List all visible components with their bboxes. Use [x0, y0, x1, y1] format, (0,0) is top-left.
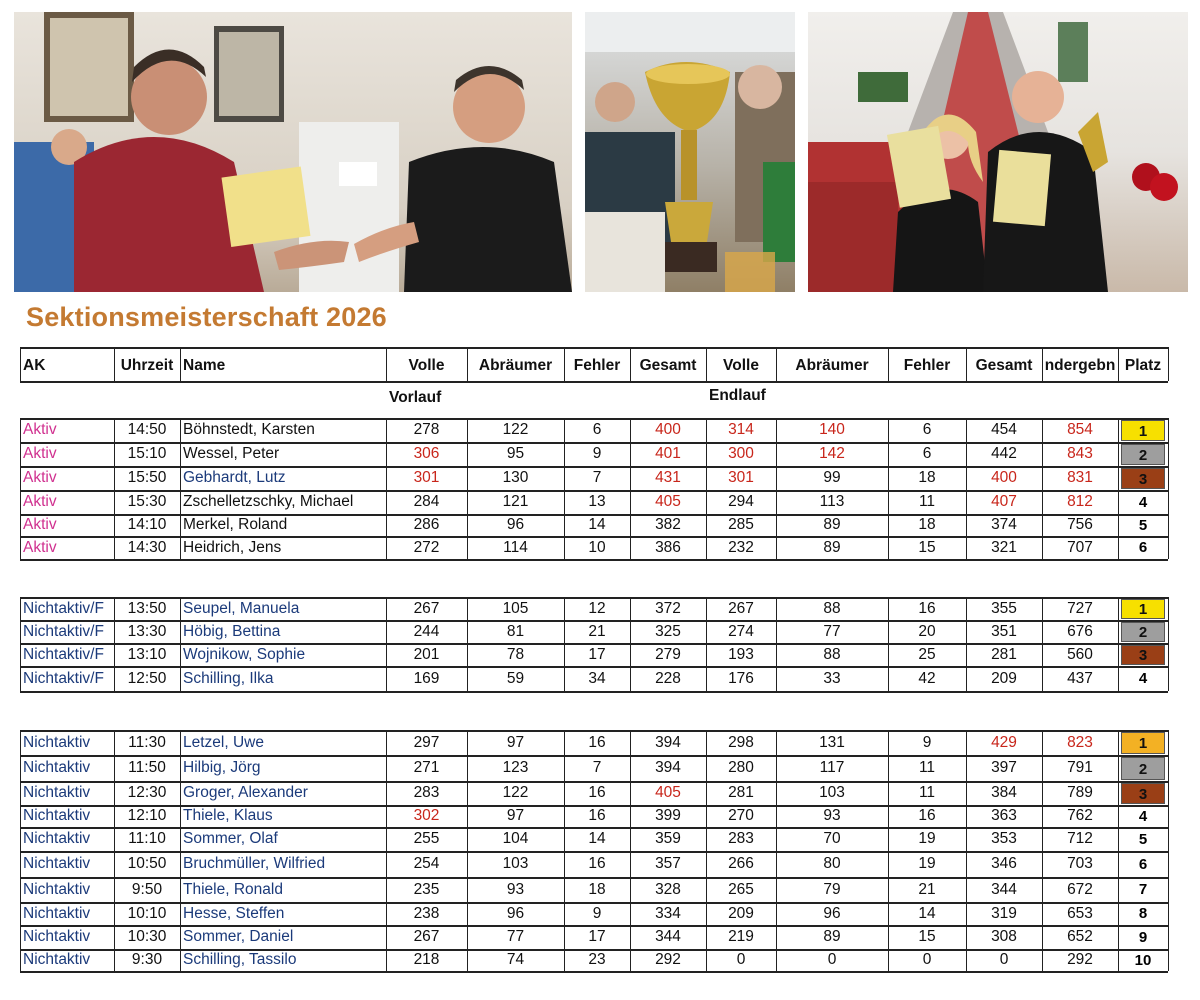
cell-v1: 302	[413, 807, 440, 824]
cell-ak: Nichtaktiv	[23, 905, 91, 922]
column-divider	[1168, 597, 1169, 691]
cell-v2: 266	[728, 855, 754, 872]
place-value: 5	[1138, 831, 1148, 848]
header-column-divider	[1168, 347, 1169, 381]
cell-name: Hilbig, Jörg	[183, 759, 261, 776]
cell-f1: 9	[592, 905, 602, 922]
cell-ak: Aktiv	[23, 493, 57, 510]
place-value: 4	[1138, 670, 1148, 687]
cell-name: Thiele, Klaus	[183, 807, 273, 824]
cell-end: 762	[1067, 807, 1093, 824]
cell-a1: 59	[506, 670, 525, 687]
cell-v1: 235	[413, 881, 440, 898]
cell-v1: 297	[413, 734, 440, 751]
cell-f2: 6	[922, 445, 932, 462]
cell-v2: 232	[728, 539, 754, 556]
cell-g1: 228	[655, 670, 681, 687]
cell-end: 756	[1067, 516, 1093, 533]
cell-f2: 15	[918, 928, 936, 945]
cell-g2: 308	[991, 928, 1017, 945]
cell-a1: 74	[506, 951, 525, 968]
cell-a2: 142	[819, 445, 845, 462]
cell-ak: Nichtaktiv	[23, 928, 91, 945]
place-value: 10	[1134, 952, 1152, 969]
cell-time: 12:30	[127, 784, 167, 801]
cell-f2: 25	[918, 646, 936, 663]
cell-ak: Nichtaktiv	[23, 734, 91, 751]
cell-end: 854	[1067, 421, 1093, 438]
cell-end: 812	[1067, 493, 1093, 510]
header-uhrzeit: Uhrzeit	[120, 357, 174, 374]
cell-end: 727	[1067, 600, 1093, 617]
cell-a1: 81	[506, 623, 525, 640]
place-badge-silver: 2	[1121, 757, 1165, 780]
cell-g2: 353	[991, 830, 1017, 847]
cell-ak: Nichtaktiv	[23, 759, 91, 776]
cell-ak: Nichtaktiv	[23, 784, 91, 801]
cell-end: 823	[1067, 734, 1093, 751]
cell-a2: 89	[823, 539, 841, 556]
cell-g2: 344	[991, 881, 1017, 898]
cell-a1: 104	[502, 830, 529, 847]
cell-name: Hesse, Steffen	[183, 905, 285, 922]
cell-name: Gebhardt, Lutz	[183, 469, 286, 486]
cell-f1: 34	[588, 670, 606, 687]
cell-ak: Aktiv	[23, 516, 57, 533]
cell-v2: 300	[728, 445, 754, 462]
cell-time: 9:50	[131, 881, 163, 898]
cell-name: Seupel, Manuela	[183, 600, 300, 617]
header-volle-vorlauf: Volle	[408, 357, 445, 374]
cell-f2: 11	[918, 759, 936, 776]
cell-f2: 19	[918, 855, 936, 872]
cell-time: 14:50	[127, 421, 167, 438]
cell-v1: 267	[413, 928, 440, 945]
cell-a1: 78	[506, 646, 525, 663]
cell-time: 13:10	[127, 646, 167, 663]
cell-a1: 95	[506, 445, 525, 462]
cell-time: 15:10	[127, 445, 167, 462]
cell-v2: 285	[728, 516, 754, 533]
cell-a2: 117	[819, 759, 845, 776]
cell-name: Höbig, Bettina	[183, 623, 281, 640]
cell-v2: 193	[728, 646, 754, 663]
cell-g2: 321	[991, 539, 1017, 556]
cell-f2: 21	[918, 881, 936, 898]
column-divider	[1118, 418, 1119, 559]
cell-time: 13:50	[127, 600, 167, 617]
cell-g1: 344	[655, 928, 681, 945]
header-volle-endlauf: Volle	[723, 357, 759, 374]
cell-g1: 292	[655, 951, 681, 968]
cell-ak: Nichtaktiv/F	[23, 623, 104, 640]
cell-a1: 122	[502, 784, 529, 801]
cell-name: Wessel, Peter	[183, 445, 280, 462]
cell-end: 672	[1067, 881, 1093, 898]
header-endergebnis: ndergebn	[1044, 357, 1116, 374]
cell-name: Letzel, Uwe	[183, 734, 264, 751]
cell-end: 703	[1067, 855, 1093, 872]
cell-g1: 394	[655, 734, 681, 751]
cell-ak: Aktiv	[23, 469, 57, 486]
cell-v1: 244	[413, 623, 440, 640]
cell-v1: 284	[413, 493, 440, 510]
cell-end: 843	[1067, 445, 1093, 462]
place-value: 9	[1138, 929, 1148, 946]
cell-g2: 454	[991, 421, 1017, 438]
cell-ak: Nichtaktiv/F	[23, 670, 104, 687]
place-value: 7	[1138, 881, 1148, 898]
cell-g1: 372	[655, 600, 681, 617]
cell-name: Schilling, Tassilo	[183, 951, 297, 968]
cell-g2: 384	[991, 784, 1017, 801]
cell-v1: 267	[413, 600, 440, 617]
cell-v2: 265	[728, 881, 754, 898]
handshake-photo	[14, 12, 572, 292]
cell-v1: 286	[413, 516, 440, 533]
cell-time: 13:30	[127, 623, 167, 640]
cell-v1: 301	[413, 469, 440, 486]
cell-a1: 93	[506, 881, 525, 898]
cell-f1: 16	[588, 807, 606, 824]
cell-time: 14:30	[127, 539, 167, 556]
cell-v2: 283	[728, 830, 754, 847]
subheader-endlauf: Endlauf	[709, 387, 766, 404]
row-border	[20, 559, 1168, 561]
cell-f2: 15	[918, 539, 936, 556]
cell-name: Wojnikow, Sophie	[183, 646, 306, 663]
cell-a2: 131	[819, 734, 845, 751]
cell-g1: 328	[655, 881, 681, 898]
cell-f2: 11	[918, 784, 936, 801]
cell-v2: 281	[728, 784, 754, 801]
cell-a1: 123	[502, 759, 529, 776]
cell-time: 14:10	[127, 516, 167, 533]
cell-end: 676	[1067, 623, 1093, 640]
cell-g1: 359	[655, 830, 681, 847]
table-header-bottom-border	[20, 381, 1168, 383]
cell-f1: 16	[588, 734, 606, 751]
place-badge-bronze: 3	[1121, 468, 1165, 489]
cell-f2: 11	[918, 493, 936, 510]
cell-ak: Aktiv	[23, 539, 57, 556]
place-value: 6	[1138, 539, 1148, 556]
cell-f1: 16	[588, 855, 606, 872]
header-name: Name	[183, 357, 226, 374]
cell-a1: 121	[502, 493, 529, 510]
cell-time: 12:10	[127, 807, 167, 824]
cell-g1: 279	[655, 646, 681, 663]
cell-g2: 355	[991, 600, 1017, 617]
cell-f1: 6	[592, 421, 602, 438]
cell-a1: 122	[502, 421, 529, 438]
cell-g2: 407	[991, 493, 1017, 510]
cell-g1: 399	[655, 807, 681, 824]
cell-f2: 14	[918, 905, 936, 922]
cell-ak: Aktiv	[23, 421, 57, 438]
cell-a2: 33	[823, 670, 841, 687]
cell-a2: 0	[827, 951, 837, 968]
cell-end: 707	[1067, 539, 1093, 556]
cell-a2: 70	[823, 830, 841, 847]
header-gesamt-endlauf: Gesamt	[975, 357, 1033, 374]
cell-f1: 13	[588, 493, 606, 510]
cell-f1: 21	[588, 623, 606, 640]
header-gesamt-vorlauf: Gesamt	[639, 357, 697, 374]
cell-f2: 18	[918, 469, 936, 486]
cell-a2: 77	[823, 623, 841, 640]
cell-ak: Nichtaktiv	[23, 881, 91, 898]
cell-name: Heidrich, Jens	[183, 539, 282, 556]
cell-g2: 351	[991, 623, 1017, 640]
cell-g1: 405	[655, 784, 681, 801]
cell-f1: 18	[588, 881, 606, 898]
cell-name: Groger, Alexander	[183, 784, 308, 801]
cell-g1: 400	[655, 421, 681, 438]
place-value: 4	[1138, 808, 1148, 825]
cell-name: Böhnstedt, Karsten	[183, 421, 315, 438]
cell-v2: 0	[736, 951, 746, 968]
cell-name: Thiele, Ronald	[183, 881, 283, 898]
cell-f1: 23	[588, 951, 606, 968]
cell-g1: 357	[655, 855, 681, 872]
row-border	[20, 691, 1168, 693]
cell-time: 9:30	[131, 951, 163, 968]
cell-a1: 130	[502, 469, 529, 486]
cell-a1: 105	[502, 600, 529, 617]
cell-v1: 201	[413, 646, 440, 663]
cell-a2: 88	[823, 646, 841, 663]
cell-end: 437	[1067, 670, 1093, 687]
place-badge-silver: 2	[1121, 444, 1165, 465]
cell-end: 652	[1067, 928, 1093, 945]
cell-a1: 97	[506, 734, 525, 751]
cell-v2: 298	[728, 734, 754, 751]
cell-v2: 209	[728, 905, 754, 922]
cell-a1: 114	[503, 539, 528, 556]
cell-g2: 363	[991, 807, 1017, 824]
cell-end: 560	[1067, 646, 1093, 663]
cell-a2: 80	[823, 855, 841, 872]
cell-end: 831	[1067, 469, 1093, 486]
cell-a2: 96	[823, 905, 841, 922]
column-divider	[1168, 418, 1169, 559]
cell-g1: 401	[655, 445, 681, 462]
cell-f2: 16	[918, 600, 936, 617]
cell-end: 712	[1067, 830, 1093, 847]
place-badge-bronze: 3	[1121, 645, 1165, 665]
cell-g2: 209	[991, 670, 1017, 687]
cell-v1: 254	[413, 855, 440, 872]
table-header-top-border	[20, 347, 1168, 349]
cell-a2: 88	[823, 600, 841, 617]
cell-g2: 400	[991, 469, 1017, 486]
cell-g1: 394	[655, 759, 681, 776]
cell-v2: 280	[728, 759, 754, 776]
cell-ak: Nichtaktiv/F	[23, 600, 104, 617]
cell-g2: 429	[991, 734, 1017, 751]
cell-time: 15:30	[127, 493, 167, 510]
cell-f1: 12	[588, 600, 606, 617]
header-abraeumer-endlauf: Abräumer	[795, 357, 869, 374]
place-badge-bronze: 3	[1121, 783, 1165, 804]
cell-v2: 294	[728, 493, 754, 510]
cell-v1: 218	[413, 951, 440, 968]
page-title: Sektionsmeisterschaft 2026	[26, 302, 387, 332]
cell-f2: 9	[922, 734, 932, 751]
cell-v2: 267	[728, 600, 754, 617]
cell-f2: 18	[918, 516, 936, 533]
cell-v1: 283	[413, 784, 440, 801]
header-ak: AK	[23, 357, 46, 374]
cell-g1: 382	[655, 516, 681, 533]
cell-f2: 16	[918, 807, 936, 824]
cell-g2: 0	[999, 951, 1009, 968]
place-value: 6	[1138, 856, 1148, 873]
cell-a2: 103	[819, 784, 845, 801]
cell-f1: 7	[592, 759, 602, 776]
cell-v1: 255	[413, 830, 440, 847]
cell-v1: 169	[413, 670, 440, 687]
cell-a2: 93	[823, 807, 841, 824]
place-value: 4	[1138, 494, 1148, 511]
cell-time: 10:10	[127, 905, 167, 922]
header-abraeumer-vorlauf: Abräumer	[478, 357, 553, 374]
cell-name: Merkel, Roland	[183, 516, 288, 533]
cell-g2: 442	[991, 445, 1017, 462]
cell-v2: 219	[728, 928, 754, 945]
cell-end: 789	[1067, 784, 1093, 801]
trophy-photo	[585, 12, 795, 292]
cell-v1: 306	[413, 445, 440, 462]
cell-ak: Aktiv	[23, 445, 57, 462]
cell-f2: 0	[922, 951, 932, 968]
cell-f1: 14	[588, 830, 606, 847]
cell-f1: 14	[588, 516, 606, 533]
cell-time: 11:10	[128, 830, 166, 847]
cell-g2: 346	[991, 855, 1017, 872]
cell-end: 653	[1067, 905, 1093, 922]
cell-time: 10:50	[127, 855, 167, 872]
cell-g1: 334	[655, 905, 681, 922]
cell-name: Sommer, Daniel	[183, 928, 294, 945]
cell-time: 10:30	[127, 928, 167, 945]
cell-ak: Nichtaktiv	[23, 830, 91, 847]
cell-v2: 274	[728, 623, 754, 640]
cell-f1: 10	[588, 539, 606, 556]
cell-v2: 314	[728, 421, 754, 438]
place-badge-silver: 2	[1121, 622, 1165, 642]
cell-f1: 16	[588, 784, 606, 801]
cell-f1: 7	[592, 469, 602, 486]
cell-f1: 17	[588, 646, 606, 663]
header-platz: Platz	[1124, 357, 1162, 374]
cell-a1: 77	[506, 928, 525, 945]
cell-g1: 325	[655, 623, 681, 640]
cell-v2: 270	[728, 807, 754, 824]
place-badge-gold: 1	[1121, 599, 1165, 619]
cell-a2: 113	[819, 493, 845, 510]
cell-time: 12:50	[127, 670, 167, 687]
cell-g2: 374	[991, 516, 1017, 533]
cell-name: Bruchmüller, Wilfried	[183, 855, 326, 872]
cell-v1: 271	[413, 759, 440, 776]
cell-f2: 6	[922, 421, 932, 438]
cell-v1: 278	[413, 421, 440, 438]
cell-f2: 42	[918, 670, 936, 687]
cell-name: Sommer, Olaf	[183, 830, 278, 847]
cell-ak: Nichtaktiv	[23, 855, 91, 872]
cell-a1: 97	[506, 807, 525, 824]
cell-end: 791	[1067, 759, 1093, 776]
cell-time: 15:50	[127, 469, 167, 486]
cell-g2: 319	[991, 905, 1017, 922]
cell-v2: 301	[728, 469, 754, 486]
cell-v1: 272	[413, 539, 440, 556]
place-badge-amber: 1	[1121, 732, 1165, 754]
cell-name: Zschelletzschky, Michael	[183, 493, 354, 510]
header-fehler-vorlauf: Fehler	[573, 357, 621, 374]
cell-g2: 397	[991, 759, 1017, 776]
cell-a1: 96	[506, 516, 525, 533]
cell-ak: Nichtaktiv	[23, 807, 91, 824]
cell-time: 11:50	[128, 759, 166, 776]
cell-g1: 405	[655, 493, 681, 510]
cell-f1: 9	[592, 445, 602, 462]
column-divider	[1168, 730, 1169, 971]
cell-name: Schilling, Ilka	[183, 670, 274, 687]
cell-v2: 176	[728, 670, 754, 687]
cell-a2: 140	[819, 421, 845, 438]
cell-g1: 431	[655, 469, 681, 486]
place-value: 8	[1138, 905, 1148, 922]
row-border	[20, 971, 1168, 973]
subheader-vorlauf: Vorlauf	[389, 389, 442, 406]
cell-time: 11:30	[128, 734, 166, 751]
place-value: 5	[1138, 517, 1148, 534]
cell-f2: 20	[918, 623, 936, 640]
cell-ak: Nichtaktiv	[23, 951, 91, 968]
cell-a2: 79	[823, 881, 841, 898]
cell-f2: 19	[918, 830, 936, 847]
cell-ak: Nichtaktiv/F	[23, 646, 104, 663]
cell-a1: 96	[506, 905, 525, 922]
place-badge-gold: 1	[1121, 420, 1165, 441]
cell-f1: 17	[588, 928, 606, 945]
cell-a2: 89	[823, 928, 841, 945]
header-fehler-endlauf: Fehler	[903, 357, 951, 374]
cell-end: 292	[1067, 951, 1093, 968]
cell-g2: 281	[991, 646, 1017, 663]
cell-g1: 386	[655, 539, 681, 556]
cell-a2: 99	[823, 469, 841, 486]
cell-a2: 89	[823, 516, 841, 533]
cell-v1: 238	[413, 905, 440, 922]
winners-on-bowling-lane-photo	[808, 12, 1188, 292]
cell-a1: 103	[502, 855, 529, 872]
